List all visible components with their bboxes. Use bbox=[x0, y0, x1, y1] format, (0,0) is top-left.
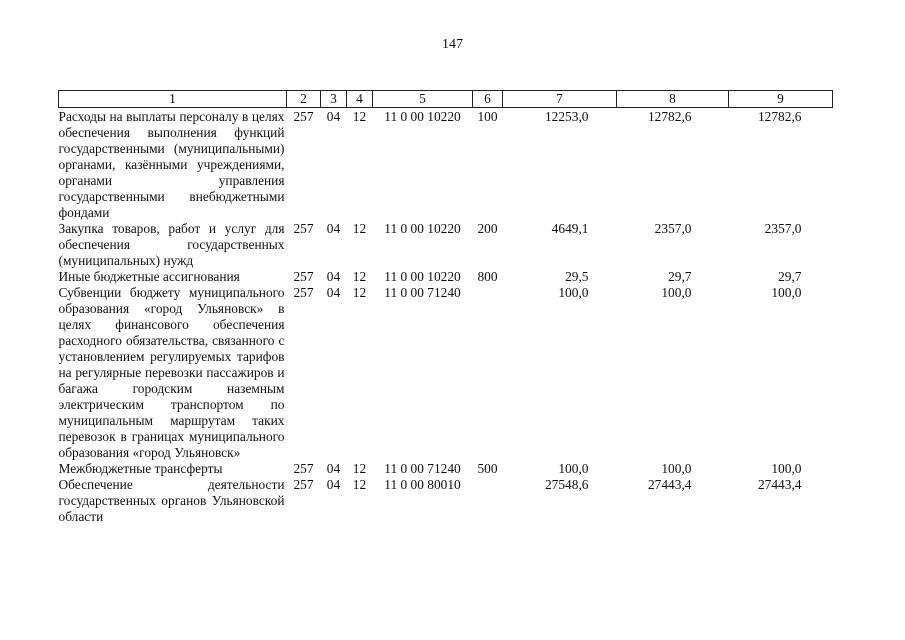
row-name: Закупка товаров, работ и услуг для обеспечения государственных (муниципальных) нужд bbox=[58, 221, 285, 268]
table-row bbox=[59, 285, 833, 461]
header-col-4: 4 bbox=[347, 91, 373, 108]
row-c7: 100,0 bbox=[558, 285, 589, 300]
row-c7: 100,0 bbox=[558, 461, 589, 476]
row-c4: 12 bbox=[352, 269, 367, 284]
row-c6: 200 bbox=[477, 221, 498, 236]
row-c6: 800 bbox=[477, 269, 498, 284]
table-row bbox=[59, 221, 833, 269]
row-c2: 257 bbox=[293, 285, 314, 300]
row-c8: 29,7 bbox=[668, 269, 692, 284]
row-c9: 2357,0 bbox=[764, 221, 802, 236]
row-c3: 04 bbox=[326, 269, 341, 284]
row-c5: 11 0 00 10220 bbox=[384, 269, 461, 284]
row-c3: 04 bbox=[326, 461, 341, 476]
row-c4: 12 bbox=[352, 109, 367, 124]
row-c8: 12782,6 bbox=[647, 109, 692, 124]
row-c7: 27548,6 bbox=[544, 477, 589, 492]
row-c7: 12253,0 bbox=[544, 109, 589, 124]
header-col-7: 7 bbox=[503, 91, 617, 108]
row-c5: 11 0 00 10220 bbox=[384, 109, 461, 124]
header-col-1: 1 bbox=[59, 91, 287, 108]
row-name: Субвенции бюджету муниципального образования «город Ульяновск» в целях финансового обеспечения расходного обязательства, связанного с установлением регулируемых тарифов на регулярные перевозки пассажиров и багажа городским наземным электрическим транспортом по муниципальным маршрутам таких перевозок в границах муниципального образования «город Ульяновск» bbox=[58, 285, 285, 460]
budget-table bbox=[58, 90, 833, 525]
header-col-9: 9 bbox=[729, 91, 833, 108]
row-c6: 500 bbox=[477, 461, 498, 476]
header-col-3: 3 bbox=[321, 91, 347, 108]
row-c2: 257 bbox=[293, 221, 314, 236]
row-c7: 29,5 bbox=[565, 269, 589, 284]
row-c9: 27443,4 bbox=[757, 477, 802, 492]
table-body bbox=[59, 108, 833, 526]
row-c3: 04 bbox=[326, 285, 341, 300]
row-name: Иные бюджетные ассигнования bbox=[58, 269, 240, 284]
row-c9: 100,0 bbox=[771, 461, 802, 476]
row-name: Обеспечение деятельности государственных органов Ульяновской области bbox=[58, 477, 285, 524]
row-c3: 04 bbox=[326, 477, 341, 492]
row-c4: 12 bbox=[352, 285, 367, 300]
row-c8: 27443,4 bbox=[647, 477, 692, 492]
row-c3: 04 bbox=[326, 221, 341, 236]
row-c7: 4649,1 bbox=[551, 221, 589, 236]
row-c5: 11 0 00 71240 bbox=[384, 461, 461, 476]
header-col-8: 8 bbox=[617, 91, 729, 108]
row-c2: 257 bbox=[293, 269, 314, 284]
row-c9: 12782,6 bbox=[757, 109, 802, 124]
row-c4: 12 bbox=[352, 477, 367, 492]
table-row bbox=[59, 477, 833, 525]
row-c2: 257 bbox=[293, 461, 314, 476]
header-col-6: 6 bbox=[473, 91, 503, 108]
row-c4: 12 bbox=[352, 461, 367, 476]
row-c6 bbox=[473, 285, 503, 461]
row-c8: 100,0 bbox=[661, 285, 692, 300]
row-c5: 11 0 00 10220 bbox=[384, 221, 461, 236]
row-c6: 100 bbox=[477, 109, 498, 124]
table-row bbox=[59, 269, 833, 285]
row-c9: 29,7 bbox=[778, 269, 802, 284]
header-row bbox=[59, 91, 833, 108]
page-number: 147 bbox=[442, 37, 463, 52]
row-c5: 11 0 00 71240 bbox=[384, 285, 461, 300]
row-c8: 100,0 bbox=[661, 461, 692, 476]
row-c5: 11 0 00 80010 bbox=[384, 477, 461, 492]
row-name: Межбюджетные трансферты bbox=[58, 461, 223, 476]
table-row bbox=[59, 109, 833, 221]
header-col-2: 2 bbox=[287, 91, 321, 108]
row-c6 bbox=[473, 477, 503, 525]
row-c3: 04 bbox=[326, 109, 341, 124]
row-name: Расходы на выплаты персоналу в целях обеспечения выполнения функций государственными (муниципальными) органами, казёнными учреждениями, органами управления государственными внебюджетными фондами bbox=[58, 109, 285, 220]
table-row bbox=[59, 461, 833, 477]
row-c2: 257 bbox=[293, 477, 314, 492]
row-c4: 12 bbox=[352, 221, 367, 236]
row-c9: 100,0 bbox=[771, 285, 802, 300]
header-col-5: 5 bbox=[373, 91, 473, 108]
row-c8: 2357,0 bbox=[654, 221, 692, 236]
row-c2: 257 bbox=[293, 109, 314, 124]
table-header bbox=[59, 91, 833, 108]
